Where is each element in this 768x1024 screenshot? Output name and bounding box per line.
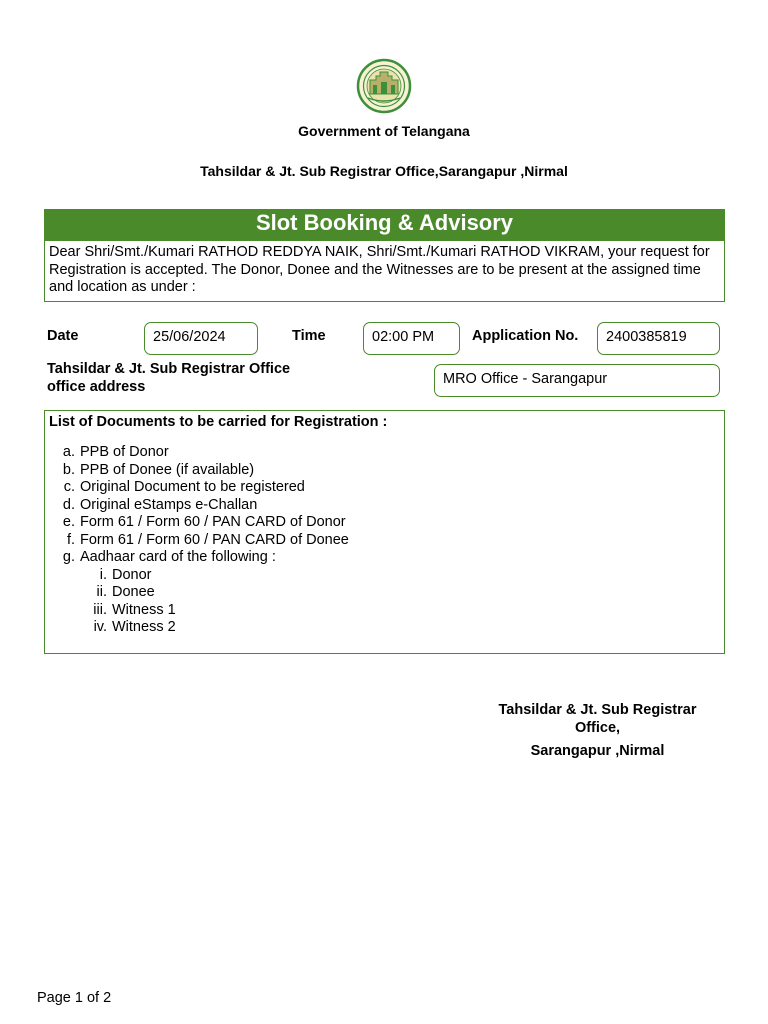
documents-panel (44, 410, 725, 654)
time-field: 02:00 PM (363, 322, 460, 355)
signature-block (470, 702, 725, 761)
list-marker: f. (66, 531, 75, 548)
list-marker: d. (62, 496, 75, 513)
list-marker: g. (62, 549, 75, 565)
sublist-marker: iv. (93, 619, 107, 635)
signature-line1: Tahsildar & Jt. Sub Registrar (498, 702, 697, 718)
sublist-marker: iii. (93, 601, 107, 618)
list-item (49, 549, 720, 567)
office-address-label (47, 361, 290, 396)
date-field: 25/06/2024 (144, 322, 258, 355)
list-item (49, 479, 720, 497)
signature-line3: Sarangapur ,Nirmal (530, 743, 665, 759)
date-label: Date (47, 328, 79, 344)
aadhaar-sublist (49, 567, 720, 637)
list-item (49, 497, 720, 515)
list-item-text: Form 61 / Form 60 / PAN CARD of Donee (80, 531, 349, 548)
list-marker: a. (62, 444, 75, 460)
signature-line2: Office, (574, 719, 621, 736)
sublist-item-text: Witness 1 (112, 601, 176, 618)
government-title: Government of Telangana (298, 123, 470, 139)
list-item-text: Aadhaar card of the following : (80, 549, 276, 565)
sublist-item (79, 602, 720, 620)
page-number: Page 1 of 2 (37, 990, 112, 1006)
sublist-item-text: Witness 2 (112, 619, 176, 635)
documents-heading: List of Documents to be carried for Registration : (49, 414, 388, 430)
list-item-text: Form 61 / Form 60 / PAN CARD of Donor (80, 514, 346, 530)
list-item-text: PPB of Donor (80, 444, 169, 460)
office-address-label-line1: Tahsildar & Jt. Sub Registrar Office (47, 361, 291, 377)
sublist-item (79, 567, 720, 585)
list-item-text: PPB of Donee (if available) (80, 461, 255, 478)
application-number-field: 2400385819 (597, 322, 720, 355)
sublist-marker: ii. (96, 584, 107, 600)
sublist-item-text: Donor (112, 566, 152, 583)
sublist-item (79, 619, 720, 637)
list-marker: c. (63, 479, 75, 495)
list-item (49, 444, 720, 462)
time-label: Time (292, 328, 326, 344)
sublist-item (79, 584, 720, 602)
sublist-marker: i. (99, 566, 107, 583)
list-marker: b. (62, 461, 75, 478)
office-address-field: MRO Office - Sarangapur (434, 364, 720, 397)
list-marker: e. (62, 514, 75, 530)
sublist-item-text: Donee (112, 584, 155, 600)
documents-list (49, 444, 720, 567)
list-item-text: Original eStamps e-Challan (80, 496, 258, 513)
list-item (49, 462, 720, 480)
government-seal-icon (356, 58, 412, 114)
list-item (49, 532, 720, 550)
page-title-banner: Slot Booking & Advisory (44, 209, 725, 241)
application-number-label: Application No. (472, 328, 579, 344)
office-address-label-line2: office address (47, 378, 146, 395)
intro-message: Dear Shri/Smt./Kumari RATHOD REDDYA NAIK, Shri/Smt./Kumari RATHOD VIKRAM, your request for Registration is accepted. The Donor, Donee and the Witnesses are to be present at the assigned time and location as under : (44, 241, 725, 302)
office-title: Tahsildar & Jt. Sub Registrar Office,Sarangapur ,Nirmal (200, 163, 568, 179)
list-item (49, 514, 720, 532)
list-item-text: Original Document to be registered (80, 479, 305, 495)
